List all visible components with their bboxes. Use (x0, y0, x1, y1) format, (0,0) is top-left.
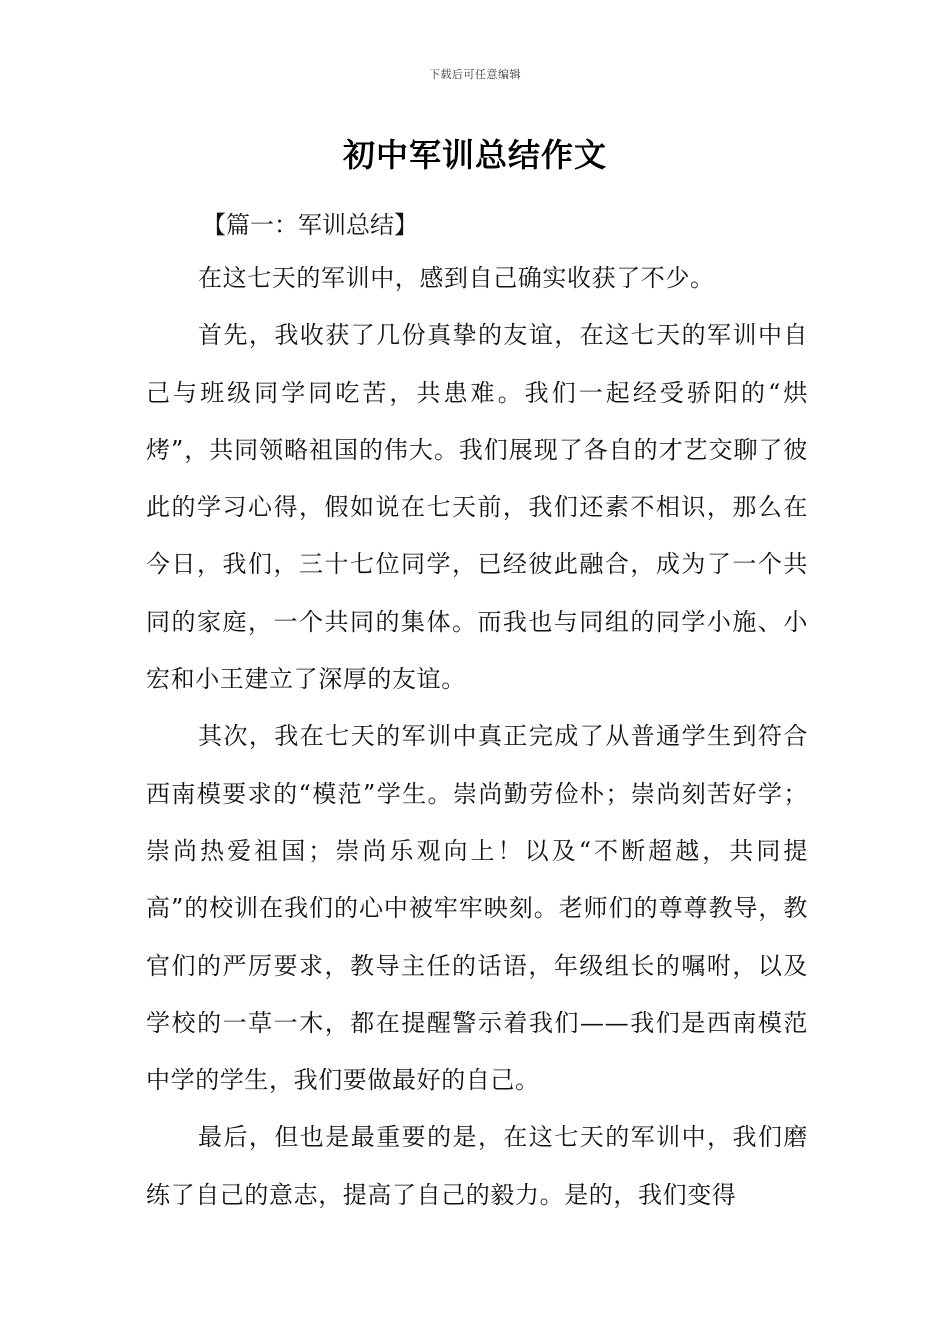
document-body (146, 250, 808, 1224)
paragraph-1: 在这七天的军训中，感到自己确实收获了不少。 (198, 264, 715, 292)
paragraph-3: 其次，我在七天的军训中真正完成了从普通学生到符合西南模要求的“模范”学生。崇尚勤劳俭朴；崇尚刻苦好学；崇尚热爱祖国；崇尚乐观向上！以及“不断超越，共同提高”的校训在我们的心中被牢牢映刻。老师们的尊尊教导，教官们的严厉要求，教导主任的话语，年级组长的嘱咐，以及学校的一草一木，都在提醒警示着我们——我们是西南模范中学的学生，我们要做最好的自己。 (146, 722, 808, 1095)
paragraph-2: 首先，我收获了几份真挚的友谊，在这七天的军训中自己与班级同学同吃苦，共患难。我们一起经受骄阳的“烘烤”，共同领略祖国的伟大。我们展现了各自的才艺交聊了彼此的学习心得，假如说在七天前，我们还素不相识，那么在今日，我们，三十七位同学，已经彼此融合，成为了一个共同的家庭，一个共同的集体。而我也与同组的同学小施、小宏和小王建立了深厚的友谊。 (146, 321, 808, 694)
section-heading: 【篇一：军训总结】 (202, 211, 418, 239)
paragraph-4: 最后，但也是最重要的是，在这七天的军训中，我们磨练了自己的意志，提高了自己的毅力。是的，我们变得 (146, 1123, 808, 1209)
header-note: 下载后可任意编辑 (429, 68, 521, 81)
document-title: 初中军训总结作文 (342, 136, 607, 174)
